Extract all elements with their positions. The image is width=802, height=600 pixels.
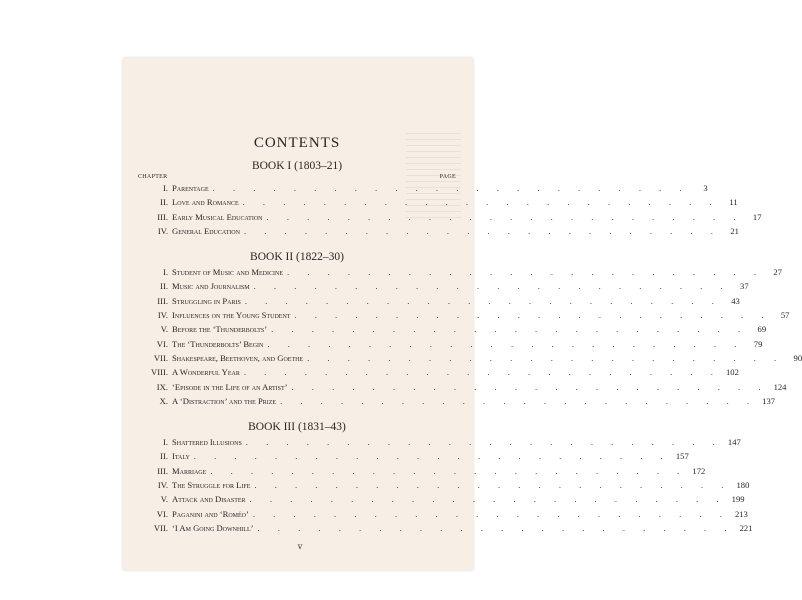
chapter-title: Paganini and ‘Roméo’: [172, 508, 249, 519]
toc-entry: [138, 181, 708, 195]
book-heading: BOOK II (1822–30): [250, 251, 344, 264]
dot-leader: . . . . . . . . . . . . . . . . . . . . . . . .: [193, 451, 671, 462]
chapter-title: Attack and Disaster: [172, 494, 246, 505]
chapter-number: IV.: [157, 225, 168, 236]
chapter-number: I.: [162, 183, 168, 193]
page-ref: 180: [736, 480, 750, 491]
toc-entry: [138, 224, 739, 238]
page-ref: 17: [752, 211, 762, 222]
chapter-number: X.: [159, 395, 168, 406]
dot-leader: . . . . . . . . . . . . . . . . . . . . . . . .: [243, 367, 721, 378]
book-heading: BOOK III (1831–43): [248, 421, 346, 434]
chapter-number: IX.: [156, 381, 168, 392]
chapter-title: Marriage: [172, 465, 207, 476]
toc-entry: [138, 265, 782, 279]
contents-title: CONTENTS: [253, 135, 341, 151]
book-section: [138, 421, 753, 535]
toc-entry: [138, 308, 790, 322]
dot-leader: . . . . . . . . . . . . . . . . . . . . . . . .: [294, 310, 772, 321]
page-ref: 90: [793, 352, 802, 363]
chapter-number: V.: [160, 494, 168, 505]
dot-leader: . . . . . . . . . . . . . . . . . . . . . . . .: [249, 494, 727, 505]
page-ref: 172: [692, 465, 706, 476]
toc-entry: [138, 365, 739, 379]
book-heading: BOOK I (1803–21): [251, 160, 343, 172]
toc-entry: [138, 380, 787, 394]
page-ref: 79: [753, 338, 763, 349]
page-column-label: PAGE: [439, 174, 456, 180]
chapter-number: IV.: [157, 480, 168, 491]
chapter-title: A Wonderful Year: [172, 367, 240, 378]
page-ref: 43: [731, 295, 740, 306]
chapter-title: ‘Episode in the Life of an Artist’: [172, 381, 288, 392]
chapter-title: ‘I Am Going Downhill’: [172, 522, 254, 533]
dot-leader: . . . . . . . . . . . . . . . . . . . . . . . .: [253, 281, 731, 292]
page-ref: 69: [757, 324, 767, 335]
chapter-column-label: CHAPTER: [138, 174, 168, 180]
page-ref: 3: [703, 183, 708, 193]
chapter-title: Shakespeare, Beethoven, and Goethe: [172, 352, 304, 363]
chapter-number: V.: [160, 324, 168, 335]
chapter-number: IV.: [157, 310, 168, 321]
page-ref: 124: [773, 381, 787, 392]
chapter-title: The Struggle for Life: [172, 480, 251, 491]
book-section: [138, 160, 762, 238]
page-ref: 157: [675, 451, 689, 462]
chapter-title: General Education: [172, 225, 240, 236]
chapter-title: Music and Journalism: [172, 281, 250, 292]
chapter-number: VI.: [156, 508, 168, 519]
page-ref: 213: [734, 508, 748, 519]
page-ref: 37: [740, 281, 749, 292]
page-ref: 11: [729, 197, 738, 208]
chapter-title: The ‘Thunderbolts’ Begin: [172, 338, 264, 349]
chapter-title: Shattered Illusions: [172, 437, 242, 448]
dot-leader: . . . . . . . . . . . . . . . . . . . . . . . .: [245, 437, 723, 448]
chapter-number: III.: [157, 211, 168, 222]
chapter-number: III.: [157, 295, 168, 306]
toc-entry: [138, 279, 749, 293]
chapter-number: I.: [162, 437, 168, 448]
chapter-title: A ‘Distraction’ and the Prize: [172, 395, 277, 406]
dot-leader: . . . . . . . . . . . . . . . . . . . . . . . .: [286, 267, 764, 278]
toc-entry: [138, 337, 763, 351]
toc-entry: [138, 507, 748, 521]
chapter-number: II.: [160, 197, 168, 208]
chapter-number: VII.: [153, 522, 168, 533]
dot-leader: . . . . . . . . . . . . . . . . . . . . . . . .: [257, 522, 735, 533]
chapter-title: Italy: [172, 451, 190, 462]
dot-leader: . . . . . . . . . . . . . . . . . . . . . . . .: [291, 381, 769, 392]
dot-leader: . . . . . . . . . . . . . . . . . . . . . . . .: [210, 465, 688, 476]
toc-entry: [138, 394, 776, 408]
chapter-number: II.: [160, 281, 168, 292]
toc-entry: [138, 351, 802, 365]
chapter-number: VII.: [153, 352, 168, 363]
toc-entry: [138, 492, 745, 506]
page-ref: 199: [731, 494, 745, 505]
toc-entry: [138, 322, 767, 336]
page-ref: 137: [762, 395, 776, 406]
dot-leader: . . . . . . . . . . . . . . . . . . . . . . . .: [266, 211, 744, 222]
chapter-number: VIII.: [151, 367, 168, 378]
page-ref: 102: [725, 367, 739, 378]
toc-entry: [138, 435, 741, 449]
books-list: [138, 160, 802, 535]
dot-leader: . . . . . . . . . . . . . . . . . . . . . . . .: [212, 183, 690, 193]
page-ref: 221: [739, 522, 753, 533]
dot-leader: . . . . . . . . . . . . . . . . . . . . . . . .: [254, 480, 732, 491]
chapter-title: Before the ‘Thunderbolts’: [172, 324, 268, 335]
chapter-number: I.: [162, 267, 168, 278]
page-number: v: [297, 542, 303, 551]
dot-leader: . . . . . . . . . . . . . . . . . . . . . . . .: [280, 395, 758, 406]
chapter-number: VI.: [156, 338, 168, 349]
dot-leader: . . . . . . . . . . . . . . . . . . . . . . . .: [271, 324, 749, 335]
page-ref: 27: [773, 267, 782, 278]
toc-entry: [138, 294, 740, 308]
page-ref: 21: [730, 225, 739, 236]
chapter-title: Influences on the Young Student: [172, 310, 291, 321]
toc-entry: [138, 449, 689, 463]
dot-leader: . . . . . . . . . . . . . . . . . . . . . . . .: [307, 352, 785, 363]
chapter-title: Parentage: [172, 183, 209, 193]
chapter-title: Student of Music and Medicine: [172, 267, 283, 278]
page-ref: 147: [727, 437, 741, 448]
dot-leader: . . . . . . . . . . . . . . . . . . . . . . . .: [242, 197, 720, 208]
book-section: [138, 251, 802, 408]
chapter-title: Struggling in Paris: [172, 295, 241, 306]
toc-entry: [138, 195, 738, 209]
toc-entry: [138, 478, 750, 492]
chapter-title: Early Musical Education: [172, 211, 263, 222]
page-ref: 57: [780, 310, 790, 321]
toc-entry: [138, 464, 706, 478]
dot-leader: . . . . . . . . . . . . . . . . . . . . . . . .: [252, 508, 730, 519]
contents-block: [138, 135, 802, 548]
dot-leader: . . . . . . . . . . . . . . . . . . . . . . . .: [243, 225, 721, 236]
chapter-number: III.: [157, 465, 168, 476]
toc-entry: [138, 210, 762, 224]
chapter-title: Love and Romance: [172, 197, 239, 208]
chapter-number: II.: [160, 451, 168, 462]
dot-leader: . . . . . . . . . . . . . . . . . . . . . . . .: [267, 338, 745, 349]
dot-leader: . . . . . . . . . . . . . . . . . . . . . . . .: [244, 295, 722, 306]
column-headers: [138, 174, 456, 180]
toc-entry: [138, 521, 753, 535]
